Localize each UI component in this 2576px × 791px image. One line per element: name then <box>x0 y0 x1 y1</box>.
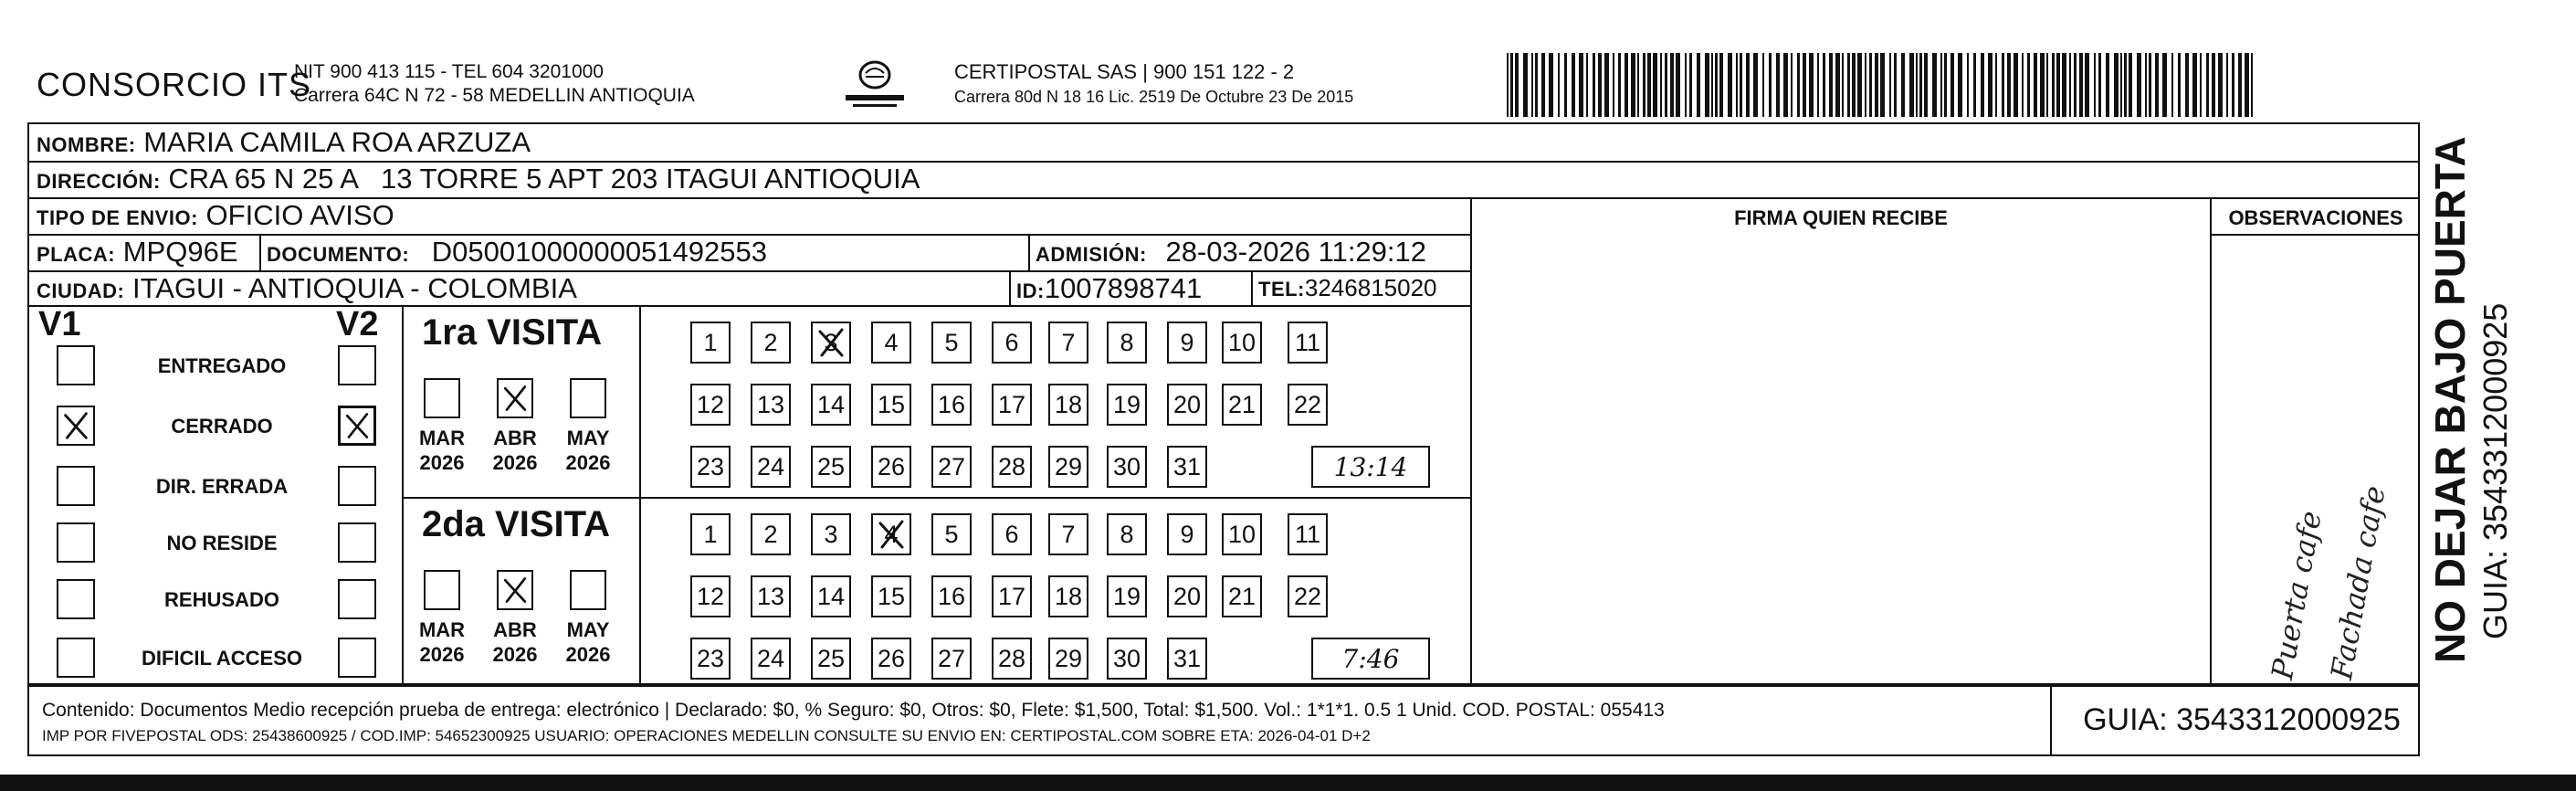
day-number: 18 <box>1054 390 1083 418</box>
day-number: 16 <box>937 390 966 418</box>
day-number: 19 <box>1112 582 1141 610</box>
day-number: 23 <box>696 452 725 480</box>
day-box-5[interactable] <box>931 513 972 555</box>
nombre-value: MARIA CAMILA ROA ARZUZA <box>143 126 531 158</box>
v2-checkbox[interactable] <box>338 638 376 678</box>
day-box-30[interactable] <box>1107 446 1147 488</box>
check-mark-icon <box>499 572 531 608</box>
day-number: 4 <box>884 520 899 548</box>
day-number: 11 <box>1294 520 1321 548</box>
nombre-label: NOMBRE: <box>37 133 136 156</box>
month-year: 2026 <box>492 451 538 474</box>
day-number: 17 <box>997 390 1026 418</box>
day-box-13[interactable] <box>751 575 791 617</box>
day-number: 4 <box>884 328 899 356</box>
day-box-1[interactable] <box>690 322 731 364</box>
admision-row <box>1036 236 1426 269</box>
month-year: 2026 <box>565 451 611 474</box>
day-box-19[interactable] <box>1107 575 1147 617</box>
day-number: 31 <box>1172 452 1202 480</box>
day-number: 9 <box>1180 328 1194 356</box>
day-box-4[interactable] <box>871 322 911 364</box>
day-box-29[interactable] <box>1048 638 1088 680</box>
day-number: 14 <box>816 390 846 418</box>
day-number: 19 <box>1112 390 1141 418</box>
ciudad-value: ITAGUI - ANTIOQUIA - COLOMBIA <box>132 272 577 304</box>
month-name: ABR <box>493 618 537 641</box>
v1-checkbox[interactable] <box>57 345 95 385</box>
visit-title: 2da VISITA <box>422 504 610 544</box>
observacion-2: Fachada cafe <box>2324 483 2392 682</box>
day-number: 23 <box>696 644 725 672</box>
day-box-15[interactable] <box>871 575 911 617</box>
placa-label: PLACA: <box>37 243 116 266</box>
day-number: 17 <box>997 582 1026 610</box>
day-box-28[interactable] <box>992 638 1032 680</box>
day-box-9[interactable] <box>1167 322 1207 364</box>
day-number: 25 <box>816 644 846 672</box>
day-box-8[interactable] <box>1107 513 1147 555</box>
day-number: 27 <box>937 644 966 672</box>
day-number: 25 <box>816 452 846 480</box>
company-nit: NIT 900 413 115 - TEL 604 3201000 <box>294 61 604 82</box>
day-number: 9 <box>1180 520 1194 548</box>
day-box-12[interactable] <box>690 384 731 426</box>
month-checkbox[interactable] <box>570 378 606 418</box>
day-number: 12 <box>696 582 725 610</box>
month-name: MAR <box>418 618 466 641</box>
day-number: 27 <box>937 452 966 480</box>
id-value: 1007898741 <box>1044 272 1203 304</box>
direccion-row <box>37 163 920 195</box>
day-box-28[interactable] <box>992 446 1032 488</box>
day-number: 7 <box>1061 328 1076 356</box>
tel-row <box>1258 274 1437 302</box>
company-info <box>294 60 695 108</box>
month-checkbox[interactable] <box>424 378 460 418</box>
month-name: MAY <box>566 427 610 449</box>
placa-row <box>37 236 238 269</box>
month-label <box>553 617 623 667</box>
day-number: 29 <box>1054 644 1083 672</box>
day-box-10[interactable] <box>1222 513 1262 555</box>
day-box-1[interactable] <box>690 513 731 555</box>
day-number: 3 <box>824 328 838 356</box>
day-number: 15 <box>877 582 906 610</box>
certipostal-logo-icon <box>840 57 909 111</box>
status-option-label: DIFICIL ACCESO <box>141 647 302 670</box>
month-year: 2026 <box>492 643 538 666</box>
status-option-label: NO RESIDE <box>166 532 278 554</box>
day-box-3[interactable] <box>811 513 851 555</box>
day-number: 28 <box>997 452 1026 480</box>
tel-label: TEL: <box>1258 278 1305 301</box>
day-box-30[interactable] <box>1107 638 1147 680</box>
day-box-16[interactable] <box>931 384 972 426</box>
day-number: 3 <box>824 520 838 548</box>
day-number: 13 <box>756 582 785 610</box>
documento-label: DOCUMENTO: <box>267 243 410 266</box>
day-box-18[interactable] <box>1048 384 1088 426</box>
check-mark-icon <box>499 380 531 417</box>
barcode-icon <box>1507 53 2255 117</box>
month-name: ABR <box>493 427 537 449</box>
day-box-4[interactable] <box>871 513 911 555</box>
day-number: 26 <box>877 644 906 672</box>
day-number: 21 <box>1227 582 1256 610</box>
day-box-9[interactable] <box>1167 513 1207 555</box>
day-number: 13 <box>756 390 785 418</box>
nombre-row <box>37 126 531 159</box>
check-mark-icon <box>58 407 93 444</box>
admision-value: 28-03-2026 11:29:12 <box>1165 236 1427 268</box>
day-box-26[interactable] <box>871 446 911 488</box>
day-number: 28 <box>997 644 1026 672</box>
day-box-27[interactable] <box>931 446 972 488</box>
courier-name: CERTIPOSTAL SAS | 900 151 122 - 2 <box>954 60 1295 83</box>
day-number: 20 <box>1172 390 1202 418</box>
day-box-26[interactable] <box>871 638 911 680</box>
day-box-22[interactable] <box>1288 384 1328 426</box>
ciudad-label: CIUDAD: <box>37 279 125 302</box>
day-box-21[interactable] <box>1222 575 1262 617</box>
day-box-16[interactable] <box>931 575 972 617</box>
day-number: 24 <box>756 644 785 672</box>
month-label <box>553 426 623 475</box>
day-box-11[interactable] <box>1288 322 1328 364</box>
id-label: ID: <box>1016 279 1045 302</box>
day-box-29[interactable] <box>1048 446 1088 488</box>
day-box-23[interactable] <box>690 446 731 488</box>
day-number: 12 <box>696 390 725 418</box>
day-number: 1 <box>703 328 718 356</box>
day-number: 14 <box>816 582 846 610</box>
day-box-14[interactable] <box>811 575 851 617</box>
day-box-24[interactable] <box>751 638 791 680</box>
day-box-20[interactable] <box>1167 384 1207 426</box>
bottom-rule <box>0 775 2576 791</box>
ciudad-row <box>37 272 577 305</box>
day-box-23[interactable] <box>690 638 731 680</box>
day-box-27[interactable] <box>931 638 972 680</box>
documento-row <box>267 236 767 269</box>
check-mark-icon <box>341 408 373 443</box>
courier-address: Carrera 80d N 18 16 Lic. 2519 De Octubre 23 De 2015 <box>954 88 1354 106</box>
month-label <box>407 617 477 667</box>
documento-value: D05001000000051492553 <box>431 236 767 268</box>
day-number: 8 <box>1120 328 1134 356</box>
day-box-6[interactable] <box>992 513 1032 555</box>
v1-label: V1 <box>38 305 81 343</box>
tel-value: 3246815020 <box>1304 274 1437 301</box>
day-box-18[interactable] <box>1048 575 1088 617</box>
month-name: MAY <box>566 618 610 641</box>
month-label <box>480 426 550 475</box>
day-number: 6 <box>1004 328 1019 356</box>
day-number: 11 <box>1294 328 1321 356</box>
side-warning: NO DEJAR BAJO PUERTA <box>2426 136 2474 663</box>
day-number: 7 <box>1061 520 1076 548</box>
day-box-31[interactable] <box>1167 638 1207 680</box>
day-box-21[interactable] <box>1222 384 1262 426</box>
v2-checkbox[interactable] <box>338 579 376 619</box>
day-box-10[interactable] <box>1222 322 1262 364</box>
day-number: 10 <box>1227 328 1256 356</box>
day-number: 16 <box>937 582 966 610</box>
day-box-8[interactable] <box>1107 322 1147 364</box>
month-checkbox[interactable] <box>570 570 606 610</box>
footer-impresion: IMP POR FIVEPOSTAL ODS: 25438600925 / COD.IMP: 54652300925 USUARIO: OPERACIONES MEDELLIN CONSULTE SU ENVIO EN: CERTIPOSTAL.COM SOBRE ETA: 2026-04-01 D+2 <box>42 727 1371 744</box>
day-box-2[interactable] <box>751 322 791 364</box>
v2-checkbox[interactable] <box>338 345 376 385</box>
v2-label: V2 <box>336 305 379 343</box>
day-number: 10 <box>1227 520 1256 548</box>
day-box-19[interactable] <box>1107 384 1147 426</box>
day-number: 26 <box>877 452 906 480</box>
side-guia: GUIA: 3543312000925 <box>2476 302 2514 639</box>
visit-title: 1ra VISITA <box>422 312 603 353</box>
day-number: 15 <box>877 390 906 418</box>
status-option-label: ENTREGADO <box>157 354 287 377</box>
day-number: 18 <box>1054 582 1083 610</box>
observaciones-header: OBSERVACIONES <box>2228 206 2403 229</box>
v2-checkbox[interactable] <box>338 406 376 446</box>
day-box-6[interactable] <box>992 322 1032 364</box>
day-box-13[interactable] <box>751 384 791 426</box>
day-number: 22 <box>1293 582 1322 610</box>
day-box-20[interactable] <box>1167 575 1207 617</box>
day-box-24[interactable] <box>751 446 791 488</box>
day-number: 2 <box>763 520 778 548</box>
day-box-7[interactable] <box>1048 322 1088 364</box>
day-number: 6 <box>1004 520 1019 548</box>
day-number: 1 <box>703 520 718 548</box>
day-number: 22 <box>1293 390 1322 418</box>
month-checkbox[interactable] <box>424 570 460 610</box>
tipo-row <box>37 199 394 232</box>
v1-checkbox[interactable] <box>57 638 95 678</box>
footer-contenido: Contenido: Documentos Medio recepción prueba de entrega: electrónico | Declarado: $0, % Seguro: $0, Otros: $0, Flete: $1,500, Total: $1,500. Vol.: 1*1*1. 0.5 1 Unid. COD. POSTAL: 055413 <box>42 700 1665 721</box>
day-number: 24 <box>756 452 785 480</box>
day-box-14[interactable] <box>811 384 851 426</box>
month-checkbox[interactable] <box>497 378 533 418</box>
day-box-25[interactable] <box>811 638 851 680</box>
v1-checkbox[interactable] <box>57 466 95 506</box>
visit-time[interactable]: 7:46 <box>1311 638 1430 680</box>
day-number: 5 <box>944 520 959 548</box>
day-box-7[interactable] <box>1048 513 1088 555</box>
month-year: 2026 <box>565 643 611 666</box>
status-option-label: REHUSADO <box>164 588 279 611</box>
day-number: 21 <box>1227 390 1256 418</box>
v1-checkbox[interactable] <box>57 406 95 446</box>
v2-checkbox[interactable] <box>338 466 376 506</box>
placa-value: MPQ96E <box>122 236 238 268</box>
firma-header: FIRMA QUIEN RECIBE <box>1734 206 1948 229</box>
company-address: Carrera 64C N 72 - 58 MEDELLIN ANTIOQUIA <box>294 85 695 106</box>
day-box-15[interactable] <box>871 384 911 426</box>
company-name: CONSORCIO ITS <box>37 66 312 103</box>
day-box-17[interactable] <box>992 575 1032 617</box>
direccion-label: DIRECCIÓN: <box>37 170 161 193</box>
status-option-label: CERRADO <box>171 415 273 438</box>
v1-checkbox[interactable] <box>57 579 95 619</box>
status-option-label: DIR. ERRADA <box>155 475 289 498</box>
guia-number: GUIA: 3543312000925 <box>2083 701 2401 737</box>
admision-label: ADMISIÓN: <box>1036 243 1147 266</box>
day-number: 20 <box>1172 582 1202 610</box>
month-checkbox[interactable] <box>497 570 533 610</box>
tipo-label: TIPO DE ENVIO: <box>37 206 198 229</box>
day-box-5[interactable] <box>931 322 972 364</box>
observacion-1: Puerta cafe <box>2265 508 2329 682</box>
month-label <box>407 426 477 475</box>
day-box-2[interactable] <box>751 513 791 555</box>
v2-checkbox[interactable] <box>338 522 376 563</box>
day-number: 8 <box>1120 520 1134 548</box>
day-box-3[interactable] <box>811 322 851 364</box>
day-number: 29 <box>1054 452 1083 480</box>
v1-checkbox[interactable] <box>57 522 95 563</box>
day-number: 5 <box>944 328 959 356</box>
month-year: 2026 <box>419 643 465 666</box>
check-mark-icon <box>873 515 909 554</box>
day-number: 30 <box>1112 644 1141 672</box>
day-number: 2 <box>763 328 778 356</box>
direccion-value: CRA 65 N 25 A 13 TORRE 5 APT 203 ITAGUI ANTIOQUIA <box>168 163 920 195</box>
day-box-25[interactable] <box>811 446 851 488</box>
tipo-value: OFICIO AVISO <box>205 199 394 231</box>
month-label <box>480 617 550 667</box>
month-year: 2026 <box>419 451 465 474</box>
id-row <box>1016 272 1202 305</box>
day-box-11[interactable] <box>1288 513 1328 555</box>
visit-time[interactable]: 13:14 <box>1311 446 1430 488</box>
month-name: MAR <box>418 427 466 449</box>
day-number: 30 <box>1112 452 1141 480</box>
day-number: 31 <box>1172 644 1202 672</box>
day-box-22[interactable] <box>1288 575 1328 617</box>
day-box-12[interactable] <box>690 575 731 617</box>
check-mark-icon <box>813 323 849 362</box>
day-box-31[interactable] <box>1167 446 1207 488</box>
day-box-17[interactable] <box>992 384 1032 426</box>
